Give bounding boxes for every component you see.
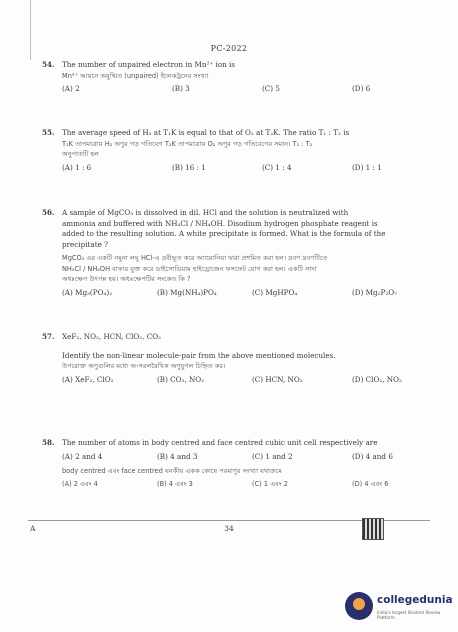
question-56: [42, 208, 422, 299]
option-a: (A) 2 and 4: [62, 451, 103, 461]
question-text-bn: অনুপাতটি হল: [62, 150, 99, 158]
option-b: (B) 4 এবং 3: [157, 480, 193, 488]
question-text-bn: NH₄Cl / NH₄OH বাফার যুক্ত করে ডাইসোডিয়াম হাইড্রোজেন ফসফেট যোগ করা হল। একটি সাদা: [62, 264, 317, 273]
question-text-en: added to the resulting solution. A white precipitate is formed. What is the formula of the: [62, 229, 386, 238]
option-c: (C) MgHPO₄: [252, 287, 298, 297]
option-a: (A) 2 এবং 4: [62, 480, 98, 488]
question-text-en: The average speed of H₂ at T₁K is equal to that of O₂ at T₂K. The ratio T₁ : T₂ is: [62, 128, 350, 137]
option-a: (A) Mg₃(PO₄)₂: [62, 287, 113, 297]
page-number: 34: [224, 524, 234, 533]
brand-name: collegedunia: [377, 594, 453, 606]
option-b: (B) 16 : 1: [172, 162, 206, 172]
question-number: 54.: [42, 60, 55, 69]
question-text-bn: T₁K তাপমাত্রায় H₂ অণুর গড় গতিবেগ T₂K তাপমাত্রায় O₂ অণুর গড় গতিবেগের সমান। T₁ : T₂: [62, 139, 313, 148]
question-54: [42, 60, 422, 95]
question-58: [42, 438, 422, 490]
option-d: (D) 4 and 6: [352, 451, 393, 461]
options-row: [62, 163, 422, 174]
option-d: (D) 4 এবং 6: [352, 480, 389, 488]
question-number: 58.: [42, 438, 55, 447]
options-row: [62, 84, 422, 95]
brand-logo-icon: [345, 592, 373, 620]
paper-code: PC-2022: [210, 44, 248, 53]
question-number: 55.: [42, 128, 55, 137]
question-number: 56.: [42, 208, 55, 217]
question-text-en: The number of atoms in body centred and face centred cubic unit cell respectively are: [62, 438, 378, 447]
option-d: (D) Mg₂P₂O₇: [352, 287, 397, 297]
question-text-en: A sample of MgCO₃ is dissolved in dil. HCl and the solution is neutralized with: [62, 208, 349, 217]
question-text-en: Identify the non-linear molecule-pair from the above mentioned molecules.: [62, 350, 336, 360]
question-text-en: precipitate ?: [62, 239, 108, 249]
options-row-bn: [62, 479, 422, 490]
option-c: (C) 1 and 2: [252, 451, 293, 461]
brand-tagline: India's largest Student Review Platform: [377, 610, 441, 620]
option-c: (C) 5: [262, 84, 280, 93]
option-c: (C) 1 : 4: [262, 162, 292, 172]
question-text-bn: অধঃক্ষেপ উৎপন্ন হয়। অধঃক্ষেপটির সংকেত কি ?: [62, 275, 191, 283]
question-text-bn: body centred এবং face centred ঘনকীয় একক কোষে পরমাণুর সংখ্যা যথাক্রমে: [62, 466, 282, 475]
option-b: (B) 3: [172, 84, 190, 93]
options-row: [62, 452, 422, 463]
question-text-bn: MgCO₃ এর একটি নমুনা লঘু HCl-এ দ্রবীভূত করে অ্যামোনিয়া দ্বারা প্রশমিত করা হল। দ্রবণ দ্রবণটিতে: [62, 254, 328, 262]
set-label: A: [30, 524, 36, 533]
option-a: (A) XeF₂, ClO₂: [62, 374, 114, 384]
option-d: (D) 6: [352, 84, 371, 93]
option-a: (A) 2: [62, 84, 80, 93]
question-text-en: ammonia and buffered with NH₄Cl / NH₄OH. Disodium hydrogen phosphate reagent is: [62, 218, 378, 228]
question-number: 57.: [42, 332, 55, 341]
option-d: (D) ClO₂, NO₂: [352, 374, 402, 384]
option-c: (C) HCN, NO₂: [252, 374, 303, 384]
question-57: [42, 332, 422, 386]
option-a: (A) 1 : 6: [62, 162, 92, 172]
question-text-en: The number of unpaired electron in Mn²⁺ ion is: [62, 60, 235, 69]
option-d: (D) 1 : 1: [352, 162, 382, 172]
option-b: (B) 4 and 3: [157, 451, 198, 461]
question-text-bn: Mn²⁺ আয়নে অযুগ্মিত (unpaired) ইলেকট্রনের সংখ্যা: [62, 71, 209, 80]
options-row: [62, 288, 422, 299]
qr-code-icon: [363, 519, 383, 539]
options-row: [62, 375, 422, 386]
question-55: [42, 128, 422, 174]
option-c: (C) 1 এবং 2: [252, 480, 288, 488]
option-b: (B) CO₂, NO₂: [157, 374, 205, 384]
brand-watermark: [345, 590, 455, 624]
molecule-list: XeF₂, NO₂, HCN, ClO₂, CO₂: [62, 332, 162, 341]
question-text-bn: উপরোক্ত অণুগুলির মধ্যে অ-সরলরৈখিক অণুযুগল চিহ্নিত কর।: [62, 362, 226, 370]
option-b: (B) Mg(NH₄)PO₄: [157, 287, 217, 297]
